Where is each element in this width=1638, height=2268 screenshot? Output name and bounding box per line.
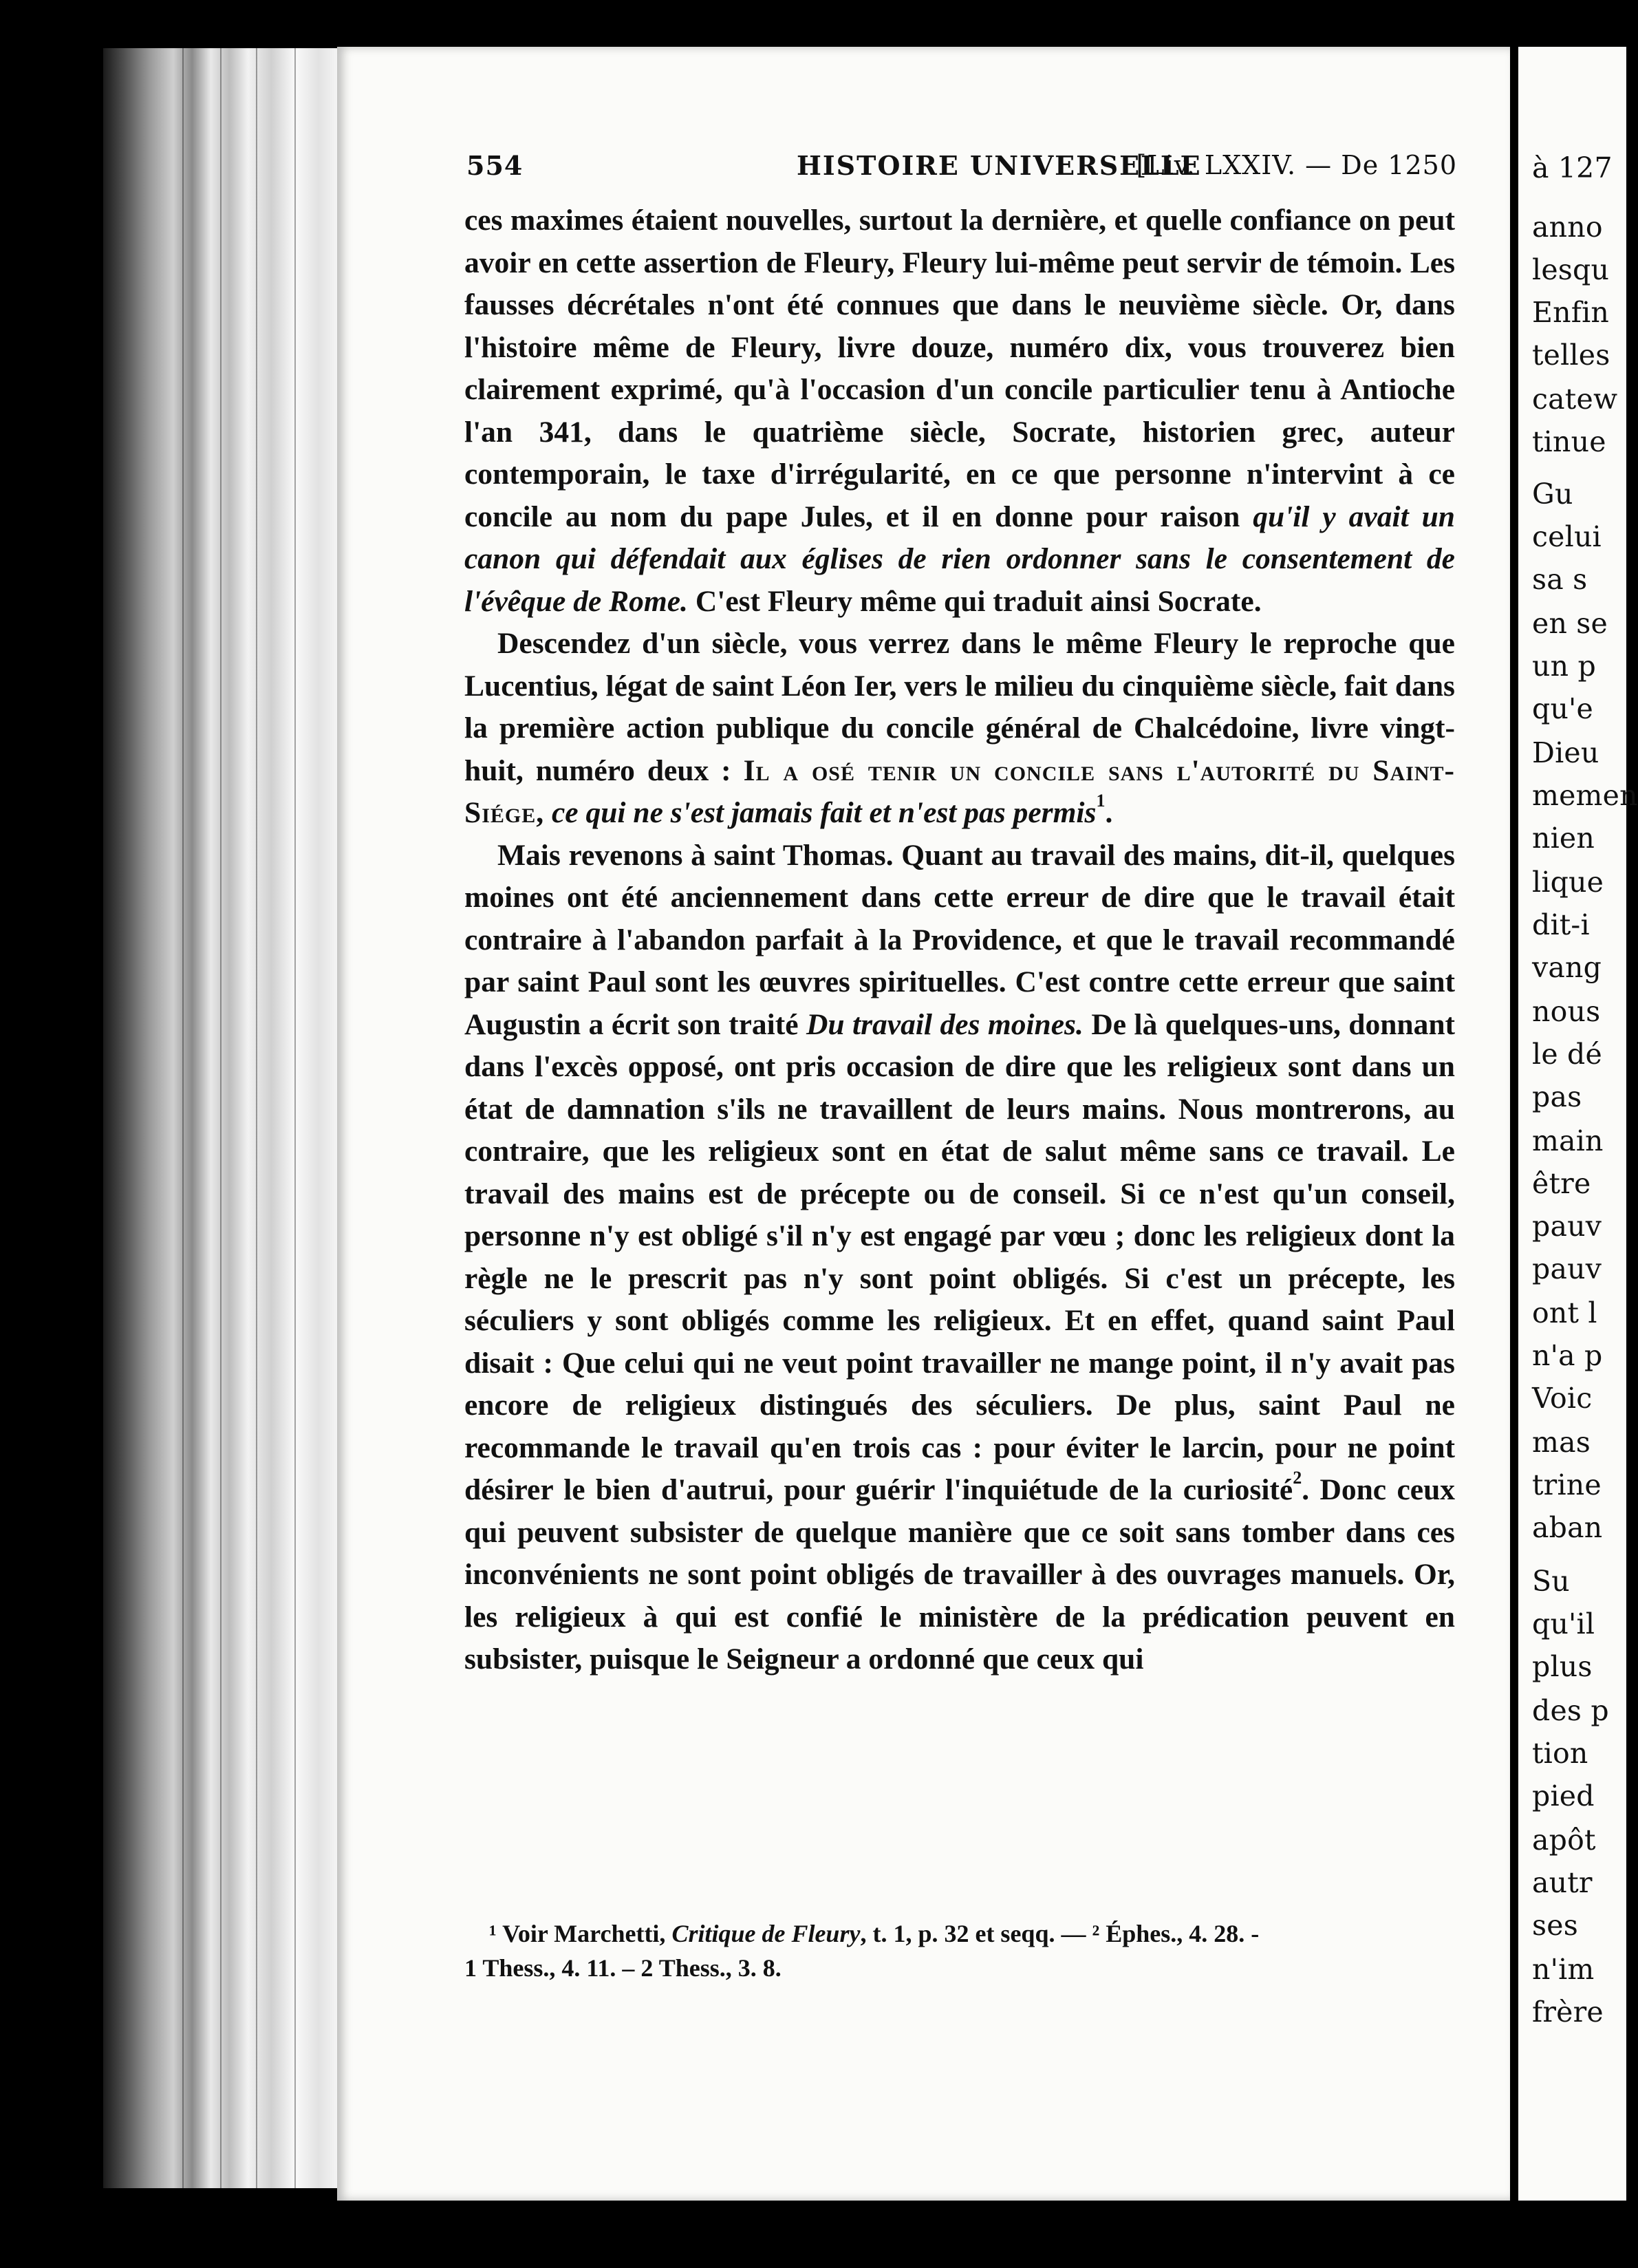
running-head [466,150,1457,191]
facing-page-line: tion [1532,1737,1588,1770]
facing-page-line: trine [1532,1468,1602,1501]
page-edge-line [256,48,257,2188]
gutter [1510,47,1518,2201]
facing-page-line: frère [1532,1996,1604,2029]
facing-page-line: Su [1532,1565,1570,1598]
running-title: HISTOIRE UNIVERSELLE [797,150,1202,181]
paragraph: Mais revenons à saint Thomas. Quant au travail des mains, dit-il, quelques moines ont été anciennement dans cette erreur de dire que le travail était contraire à l'abandon parfait à la Providence, et que le travail recommandé par saint Paul sont les œuvres spirituelles. C'est contre cette erreur que saint Augustin a écrit son traité Du travail des moines. De là quelques-uns, donnant dans l'excès opposé, ont pris occasion de dire que les religieux sont dans un état de damnation s'ils ne travaillent de leurs mains. Nous montrerons, au contraire, que les religieux sont en état de salut même sans ce travail. Le travail des mains est de précepte ou de conseil. Si ce n'est qu'un conseil, personne n'y est obligé s'il n'y est engagé par vœu ; donc les religieux dont la règle ne le prescrit pas n'y sont point obligés. Si c'est un précepte, les séculiers y sont obligés comme les religieux. Et en effet, quand saint Paul disait : Que celui qui ne veut point travailler ne mange point, il n'y avait pas encore de religieux distingués des séculiers. De plus, saint Paul ne recommande le travail qu'en trois cas : pour éviter le larcin, pour ne point désirer le bien d'autrui, pour guérir l'inquiétude de la curiosité$^2$. Donc ceux qui peuvent subsister de quelque manière que ce soit sans tomber dans ces inconvénients ne sont point obligés de travailler à des ouvrages manuels. Or, les religieux à qui est confié le ministère de la prédication peuvent en subsister, puisque le Seigneur a ordonné que ceux qui [464,838,1456,1676]
facing-page-line: tinue [1532,425,1606,458]
facing-page-line: pied [1532,1779,1595,1812]
facing-page-line: à 127 [1532,151,1613,184]
facing-page-line: main [1532,1124,1604,1157]
paragraph: Descendez d'un siècle, vous verrez dans le même Fleury le reproche que Lucentius, légat de saint Léon Ier, vers le milieu du cinquième siècle, fait dans la première action publique du concile général de Chalcédoine, livre vingt-huit, numéro deux : Il a osé tenir un concile sans l'autorité du Saint-Siége, ce qui ne s'est jamais fait et n'est pas permis$^1$. [464,627,1455,829]
facing-page-line: anno [1532,211,1603,244]
footnote-ref: 1 [1096,791,1106,811]
facing-page-line: dit-i [1532,908,1590,941]
page-edge-line [294,48,296,2188]
facing-page-line: celui [1532,520,1602,553]
footnote: 1 Thess., 4. 11. – 2 Thess., 3. 8. [464,1954,782,1982]
facing-page-line: qu'il [1532,1607,1595,1640]
facing-page-line: autr [1532,1866,1593,1899]
page-number: 554 [466,150,524,181]
facing-page-line: Voic [1532,1382,1593,1415]
italic-quote: qu'il y avait un canon qui défendait aux églises de rien ordonner sans le consentement de l'évêque de Rome. [464,500,1455,618]
facing-page-line: n'a p [1532,1339,1603,1372]
facing-page-line: le dé [1532,1038,1602,1071]
facing-page-line: Dieu [1532,736,1599,769]
paragraph: ces maximes étaient nouvelles, surtout la dernière, et quelle confiance on peut avoir en cette assertion de Fleury, Fleury lui-même peut servir de témoin. Les fausses décrétales n'ont été connues que dans le neuvième siècle. Or, dans l'histoire même de Fleury, livre douze, numéro dix, vous trouverez bien clairement exprimé, qu'à l'occasion d'un concile particulier tenu à Antioche l'an 341, dans le quatrième siècle, Socrate, historien grec, auteur contemporain, le taxe d'irrégularité, en ce que personne n'intervint à ce concile au nom du pape Jules, et il en donne pour raison qu'il y avait un canon qui défendait aux églises de rien ordonner sans le consentement de l'évêque de Rome. C'est Fleury même qui traduit ainsi Socrate. [464,204,1455,618]
facing-page-line: pauv [1532,1252,1602,1285]
facing-page-line: ses [1532,1909,1578,1942]
facing-page-line: catew [1532,383,1618,416]
italic-title: Du travail des moines. [806,1007,1084,1041]
book-range: [Liv. LXXIV. — De 1250 [1136,150,1457,180]
facing-page-line: ont l [1532,1296,1597,1329]
body-text [464,200,1455,1681]
facing-page-line: qu'e [1532,692,1593,725]
facing-page-line: nien [1532,822,1595,855]
facing-page-line: pas [1532,1080,1582,1113]
facing-page-line: lique [1532,866,1604,899]
italic-quote: ce qui ne s'est jamais fait et n'est pas permis [544,796,1097,829]
facing-page-line: nous [1532,995,1601,1028]
footnote-ref: 2 [1293,1468,1302,1488]
footnote: ¹ Voir Marchetti, Critique de Fleury, t. 1, p. 32 et seqq. — ² Éphes., 4. 28. - [489,1920,1260,1947]
page-edge-line [182,48,184,2188]
facing-page-line: n'im [1532,1953,1595,1986]
facing-page-line: apôt [1532,1823,1596,1857]
footnotes [464,1916,1455,1985]
facing-page-line: pauv [1532,1210,1602,1243]
facing-page-line: sa s [1532,563,1588,596]
facing-page-line: vang [1532,951,1602,984]
facing-page [1518,47,1638,2201]
facing-page-line: en se [1532,607,1608,640]
facing-page-line: des p [1532,1694,1609,1727]
facing-page-line: Enfin [1532,296,1610,329]
facing-page-line: plus [1532,1650,1593,1683]
page-edge-line [220,48,222,2188]
facing-page-line: Gu [1532,478,1573,511]
facing-page-line: memen [1532,779,1638,812]
facing-page-line: un p [1532,650,1596,683]
facing-page-line: lesqu [1532,253,1610,286]
facing-page-line: être [1532,1167,1591,1200]
small-caps-quote: Il a osé tenir un concile sans l'autorité du Saint-Siége, [464,753,1455,829]
facing-page-line: mas [1532,1426,1591,1459]
facing-page-line: telles [1532,339,1610,372]
facing-page-line: aban [1532,1511,1603,1544]
